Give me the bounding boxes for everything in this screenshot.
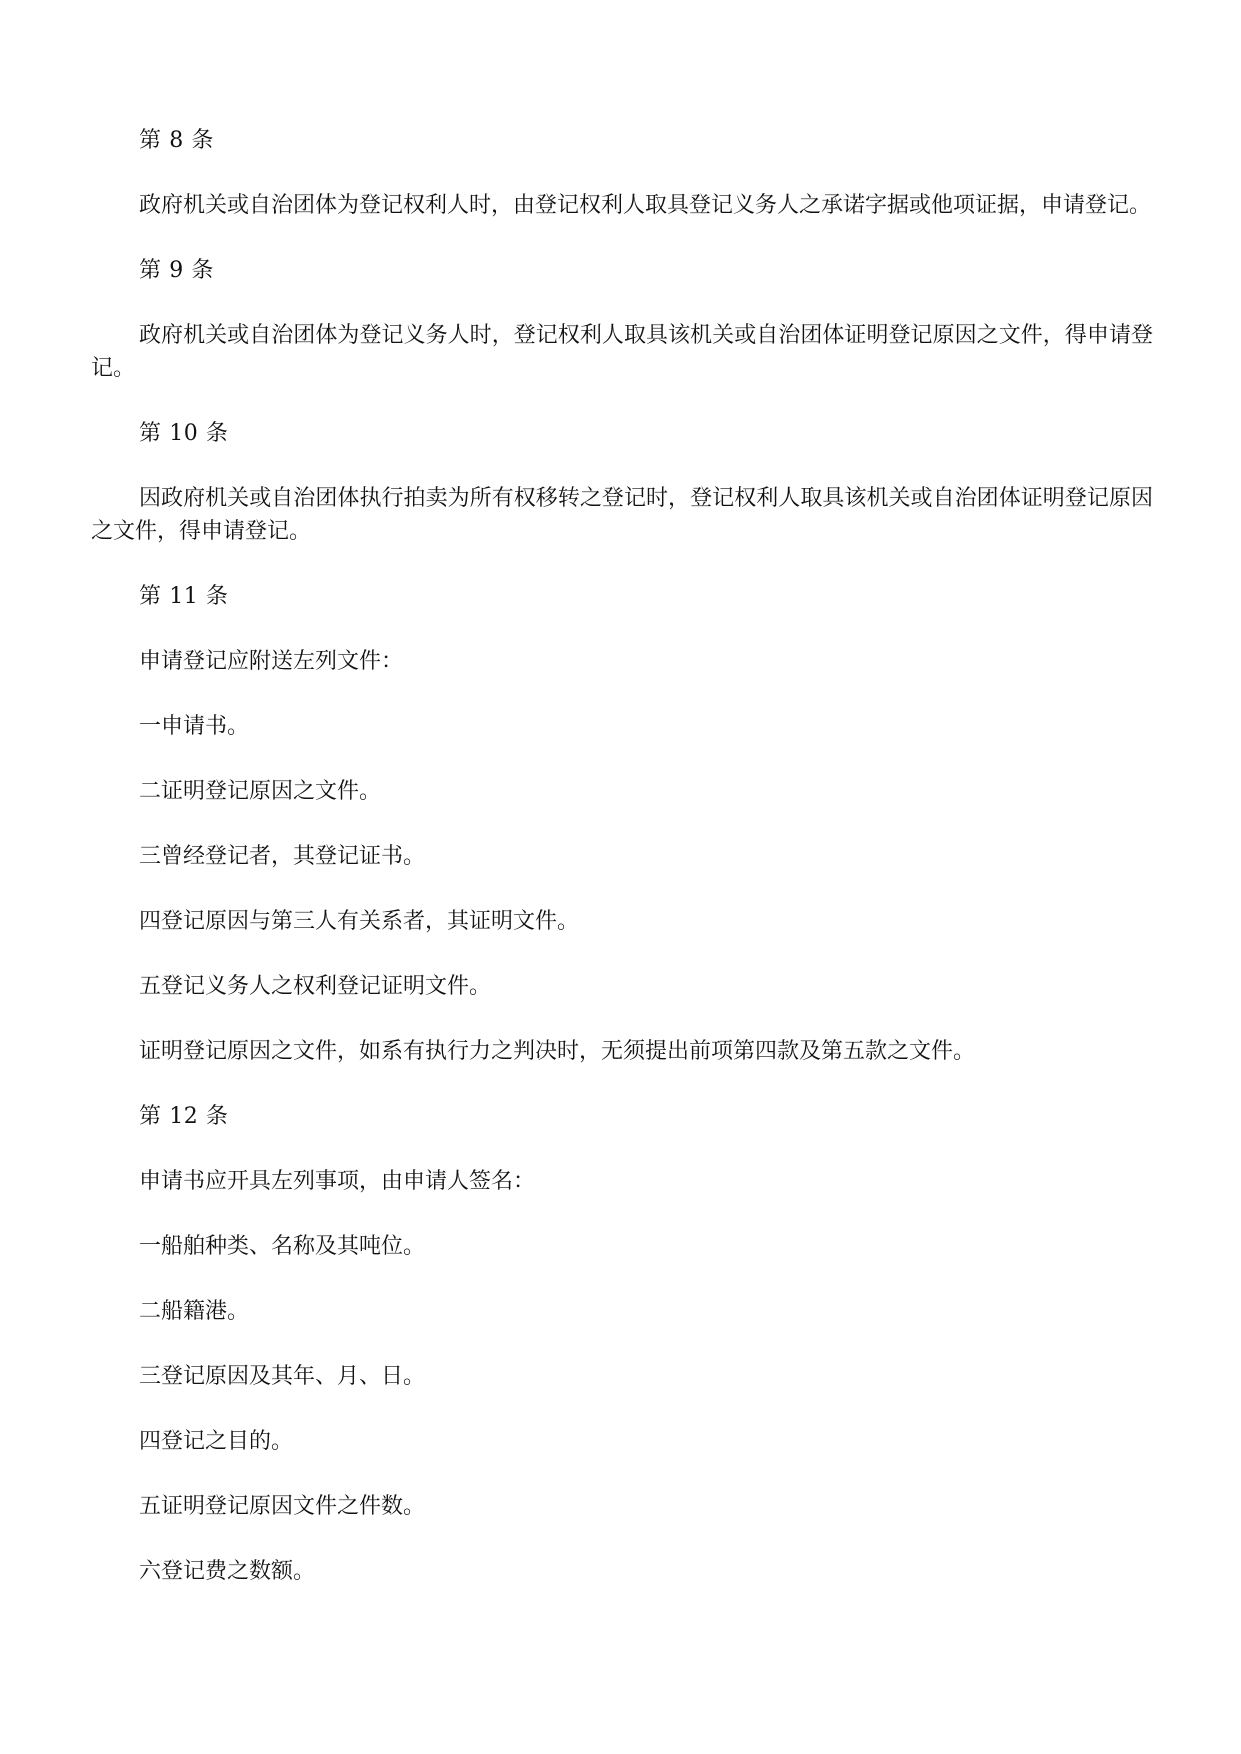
article-suffix: 条 — [205, 421, 229, 446]
article-prefix: 第 — [139, 128, 162, 153]
list-item: 二船籍港。 — [139, 1299, 250, 1324]
list-item: 二证明登记原因之文件。 — [139, 779, 382, 804]
list-item: 三登记原因及其年、月、日。 — [139, 1364, 426, 1389]
paragraph: 证明登记原因之文件，如系有执行力之判决时，无须提出前项第四款及第五款之文件。 — [139, 1039, 976, 1064]
article-suffix: 条 — [205, 584, 229, 609]
article-number: 12 — [169, 1104, 199, 1129]
list-item: 四登记之目的。 — [139, 1429, 294, 1454]
article-prefix: 第 — [139, 1104, 162, 1129]
article-heading-8 — [91, 124, 1153, 157]
article-suffix: 条 — [191, 258, 214, 283]
list-item: 四登记原因与第三人有关系者，其证明文件。 — [139, 909, 580, 934]
article-number: 10 — [169, 421, 199, 446]
paragraph: 政府机关或自治团体为登记权利人时，由登记权利人取具登记义务人之承诺字据或他项证据，申请登记。 — [139, 193, 1152, 218]
list-item: 五登记义务人之权利登记证明文件。 — [139, 974, 492, 999]
article-prefix: 第 — [139, 584, 162, 609]
list-intro: 申请书应开具左列事项，由申请人签名： — [139, 1169, 536, 1194]
article-number: 8 — [169, 128, 184, 153]
document-body — [91, 124, 1153, 1588]
list-item: 三曾经登记者，其登记证书。 — [139, 844, 426, 869]
article-number: 9 — [169, 258, 184, 283]
list-intro: 申请登记应附送左列文件： — [139, 649, 404, 674]
article-suffix: 条 — [191, 128, 214, 153]
article-heading-12 — [91, 1100, 1153, 1133]
list-item: 五证明登记原因文件之件数。 — [139, 1494, 426, 1519]
list-item: 一申请书。 — [139, 714, 250, 739]
article-suffix: 条 — [205, 1104, 229, 1129]
article-heading-10 — [91, 417, 1153, 450]
article-heading-11 — [91, 580, 1153, 613]
list-item: 一船舶种类、名称及其吨位。 — [139, 1234, 426, 1259]
article-number: 11 — [169, 584, 199, 609]
article-prefix: 第 — [139, 258, 162, 283]
list-item: 六登记费之数额。 — [139, 1559, 316, 1584]
paragraph: 政府机关或自治团体为登记义务人时，登记权利人取具该机关或自治团体证明登记原因之文件，得申请登记。 — [91, 323, 1153, 381]
article-prefix: 第 — [139, 421, 162, 446]
paragraph: 因政府机关或自治团体执行拍卖为所有权移转之登记时，登记权利人取具该机关或自治团体证明登记原因之文件，得申请登记。 — [91, 486, 1153, 544]
article-heading-9 — [91, 254, 1153, 287]
